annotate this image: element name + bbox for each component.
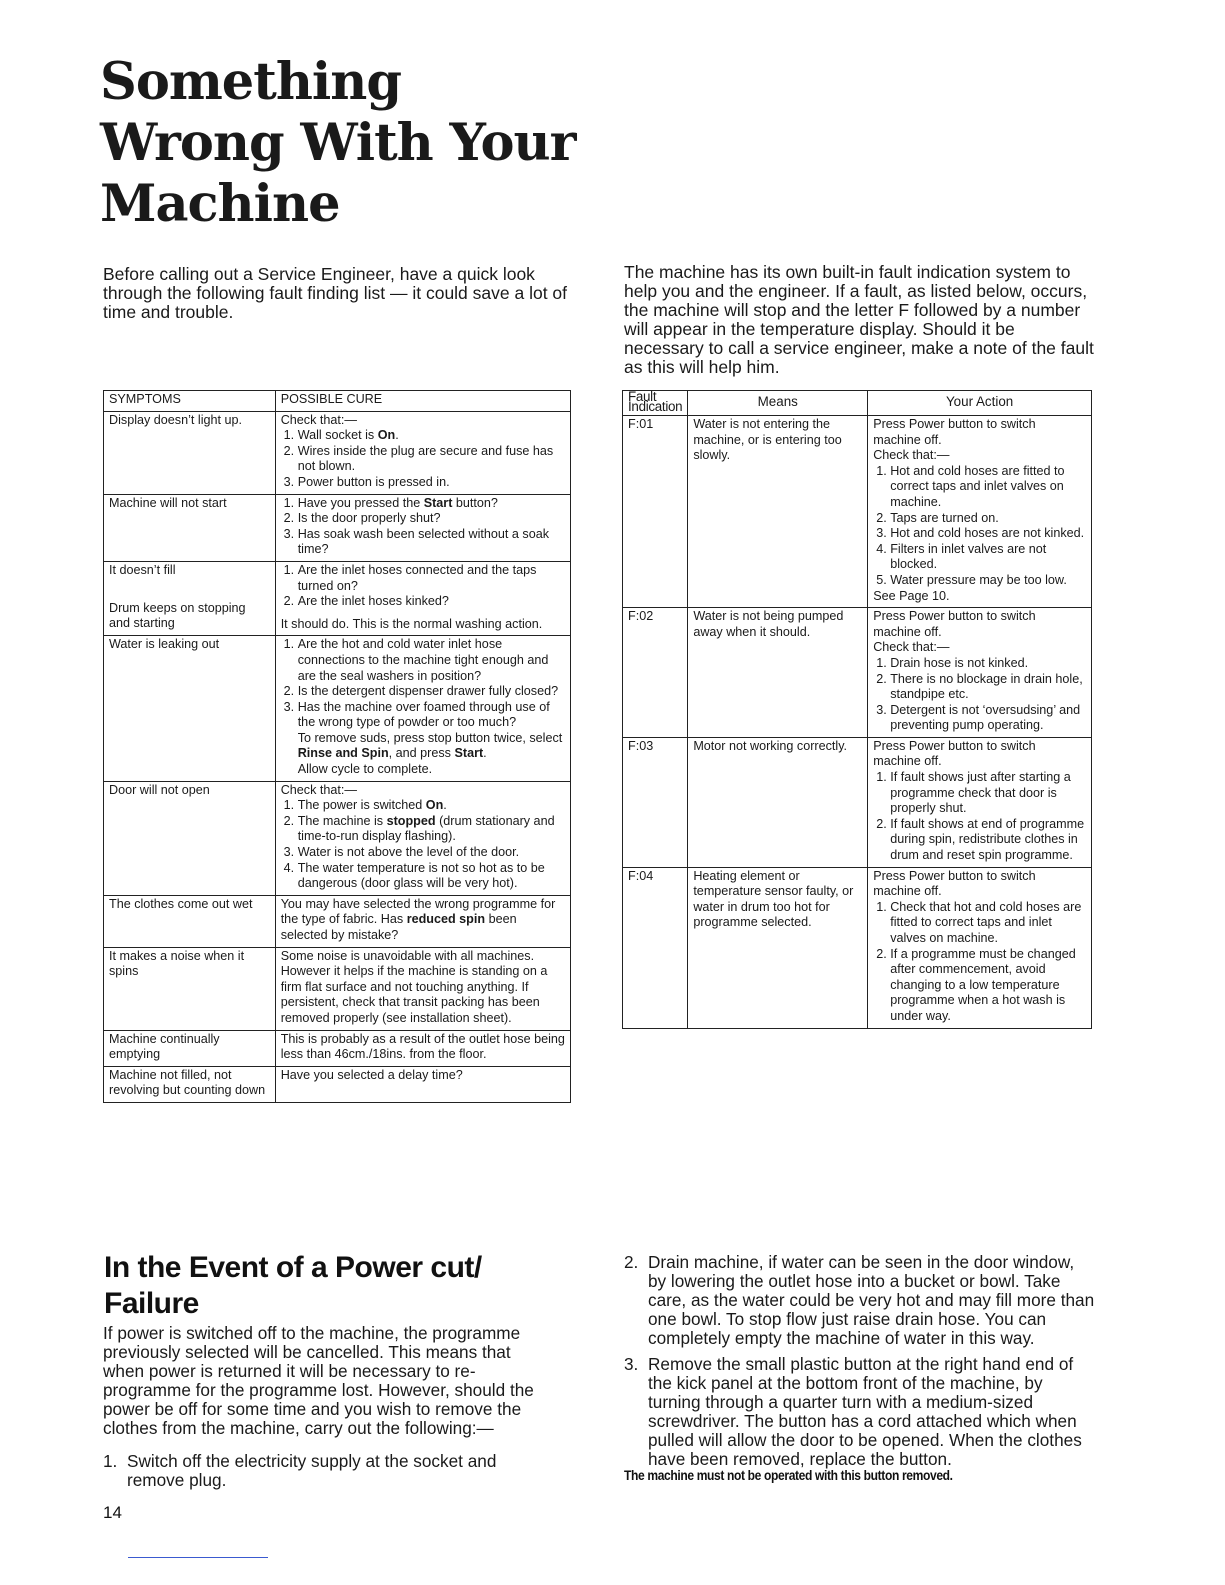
cure-cell <box>275 561 570 635</box>
cure-list <box>281 428 565 490</box>
list-item: 3. Water is not above the level of the door. <box>298 845 565 861</box>
action-header: Your Action <box>868 391 1092 416</box>
fault-action <box>868 608 1092 738</box>
cure-cell <box>275 494 570 561</box>
cycle-instruction: Allow cycle to complete. <box>297 762 433 777</box>
cure-text-2: It should do. This is the normal washing action. <box>280 616 543 631</box>
table-row <box>104 494 571 561</box>
table-row <box>623 416 1092 608</box>
fault-means: Water is not being pumped away when it should. <box>688 608 868 738</box>
cure-list <box>281 637 565 777</box>
fault-means: Heating element or temperature sensor faulty, or water in drum too hot for programme selected. <box>688 867 868 1028</box>
title-line-3: Machine <box>100 174 340 234</box>
cure-cell: You may have selected the wrong programme for the type of fabric. Has reduced spin been selected by mistake? <box>275 895 570 947</box>
list-item: 1. The power is switched On. <box>298 798 565 814</box>
list-item: 2. If a programme must be changed after commencement, avoid changing to a low temperature programme when a hot wash is under way. <box>890 947 1086 1025</box>
step-number: 2. <box>624 1252 639 1272</box>
action-intro: Check that:— <box>873 448 950 463</box>
action-intro: Press Power button to switch machine off. <box>873 417 1036 447</box>
list-item: 4. The water temperature is not so hot as to be dangerous (door glass will be very hot). <box>298 861 565 892</box>
fault-action <box>868 416 1092 608</box>
fault-header-row <box>623 391 1092 416</box>
title-line-2: Wrong With Your <box>100 113 576 173</box>
list-item-text: Has the machine over foamed through use of the wrong type of powder or too much? <box>297 699 550 730</box>
step-text: Remove the small plastic button at the right hand end of the kick panel at the bottom front of the machine, by turning through a quarter turn with a medium-sized screwdriver. The button has a cord attached which when pulled will allow the door to be opened. When the clothes have been removed, replace the button. <box>648 1354 1082 1469</box>
list-item: 1. Are the inlet hoses connected and the taps turned on? <box>298 563 565 594</box>
table-row <box>104 947 571 1030</box>
list-item: 1. If fault shows just after starting a programme check that door is properly shut. <box>890 770 1086 817</box>
list-item: 1. Have you pressed the Start button? <box>298 496 565 512</box>
list-item: 1. Drain hose is not kinked. <box>890 656 1086 672</box>
fault-indication-header: Fault Indication <box>623 391 688 416</box>
cure-list <box>281 798 565 892</box>
symptom-cell <box>104 781 276 895</box>
symptom-cell: The clothes come out wet <box>104 895 276 947</box>
power-cut-heading <box>104 1250 584 1322</box>
symptom-cell: Water is leaking out <box>104 636 276 781</box>
table-row <box>623 608 1092 738</box>
action-list <box>873 464 1086 589</box>
action-intro: Check that:— <box>873 640 950 655</box>
cure-cell: This is probably as a result of the outlet hose being less than 46cm./18ins. from the floor. <box>275 1030 570 1066</box>
step-text: Switch off the electricity supply at the socket and remove plug. <box>127 1451 497 1490</box>
symptom-cell: Machine will not start <box>104 494 276 561</box>
action-intro: Press Power button to switch machine off. <box>873 868 1036 899</box>
list-item: 2. The machine is stopped (drum stationary and time-to-run display flashing). <box>298 814 565 845</box>
power-heading-line-1: In the Event of a Power cut/ <box>104 1251 482 1284</box>
power-steps-left <box>103 1452 553 1497</box>
list-item: 3. Power button is pressed in. <box>298 475 565 491</box>
cure-header: POSSIBLE CURE <box>275 391 570 412</box>
fault-action <box>868 737 1092 867</box>
table-row <box>104 411 571 494</box>
list-item <box>624 1253 1096 1348</box>
symptom-text-2: Drum keeps on stopping and starting <box>109 600 246 631</box>
cure-cell: Some noise is unavoidable with all machines. However it helps if the machine is standing on a firm flat surface and not touching anything. If persistent, check that transit packing has been removed properly (see installation sheet). <box>275 947 570 1030</box>
fault-means: Motor not working correctly. <box>688 737 868 867</box>
symptoms-header: SYMPTOMS <box>104 391 276 412</box>
action-list <box>873 770 1086 864</box>
page-title <box>100 52 620 235</box>
list-item: 2. Are the inlet hoses kinked? <box>298 594 565 610</box>
list-item: 2. Taps are turned on. <box>890 511 1086 527</box>
fault-code: F:03 <box>623 737 688 867</box>
list-item: 1. Wall socket is On. <box>298 428 565 444</box>
cure-cell <box>275 781 570 895</box>
symptoms-table <box>103 390 571 1103</box>
table-row <box>104 636 571 781</box>
list-item: 5. Water pressure may be too low. <box>890 573 1086 589</box>
symptom-cell <box>104 561 276 635</box>
intro-right: The machine has its own built-in fault indication system to help you and the engineer. If a fault, as listed below, occurs, the machine will stop and the letter F followed by a number will appear in the temperature display. Should it be necessary to call a service engineer, make a note of the fault as this will help him. <box>624 262 1094 377</box>
list-item: 1. Are the hot and cold water inlet hose connections to the machine tight enough and are the seal washers in position? <box>298 637 565 684</box>
list-item <box>298 700 565 778</box>
list-item <box>624 1355 1096 1469</box>
list-item: 1. Check that hot and cold hoses are fitted to correct taps and inlet valves on machine. <box>890 900 1086 947</box>
list-item: 3. Hot and cold hoses are not kinked. <box>890 526 1086 542</box>
title-line-1: Something <box>100 52 402 112</box>
step-number: 3. <box>624 1354 639 1374</box>
cure-cell <box>275 636 570 781</box>
table-row <box>104 561 571 635</box>
step-number: 1. <box>103 1451 118 1471</box>
fault-action <box>868 867 1092 1028</box>
symptom-cell: It makes a noise when it spins <box>104 947 276 1030</box>
table-row <box>104 1066 571 1102</box>
page-number: 14 <box>103 1503 122 1522</box>
action-outro: See Page 10. <box>873 588 950 603</box>
list-item: 3. Has soak wash been selected without a soak time? <box>298 527 565 558</box>
list-item <box>103 1452 553 1490</box>
fault-code: F:04 <box>623 867 688 1028</box>
power-steps-right <box>624 1253 1096 1476</box>
symptom-cell: Machine continually emptying <box>104 1030 276 1066</box>
list-item: 2. Is the detergent dispenser drawer fully closed? <box>298 684 565 700</box>
cure-cell: Have you selected a delay time? <box>275 1066 570 1102</box>
symptom-cell: Machine not filled, not revolving but counting down <box>104 1066 276 1102</box>
fault-means: Water is not entering the machine, or is entering too slowly. <box>688 416 868 608</box>
intro-left: Before calling out a Service Engineer, have a quick look through the following fault finding list — it could save a lot of time and trouble. <box>103 264 568 322</box>
fault-code: F:02 <box>623 608 688 738</box>
fault-code: F:01 <box>623 416 688 608</box>
list-item: 2. Is the door properly shut? <box>298 511 565 527</box>
cure-list <box>281 563 565 610</box>
cure-intro: Check that:— <box>280 782 357 797</box>
action-list <box>873 900 1086 1025</box>
footer-rule <box>128 1557 268 1558</box>
means-header: Means <box>688 391 868 416</box>
step-text: Drain machine, if water can be seen in the door window, by lowering the outlet hose into a bucket or bowl. Take care, as the water could be very hot and may fill more than one bowl. To stop flow just raise drain hose. You can completely empty the machine of water in this way. <box>648 1252 1095 1348</box>
action-intro: Press Power button to switch machine off. <box>873 738 1036 769</box>
table-row <box>104 781 571 895</box>
fault-table <box>622 390 1092 1029</box>
symptom-text: It doesn’t fill <box>109 562 176 577</box>
action-intro: Press Power button to switch machine off. <box>873 609 1036 639</box>
list-item: 2. If fault shows at end of programme during spin, redistribute clothes in drum and reset spin programme. <box>890 817 1086 864</box>
warning-note: The machine must not be operated with this button removed. <box>624 1468 953 1483</box>
symptoms-header-row <box>104 391 571 412</box>
list-item: 3. Detergent is not ‘oversudsing’ and preventing pump operating. <box>890 703 1086 734</box>
table-row <box>623 737 1092 867</box>
cure-list <box>281 496 565 558</box>
table-row <box>104 895 571 947</box>
symptom-text: Door will not open <box>109 782 210 797</box>
list-item: 2. There is no blockage in drain hole, standpipe etc. <box>890 672 1086 703</box>
suds-instructions: To remove suds, press stop button twice, select Rinse and Spin, and press Start. <box>297 730 563 761</box>
cure-cell <box>275 411 570 494</box>
list-item: 1. Hot and cold hoses are fitted to correct taps and inlet valves on machine. <box>890 464 1086 511</box>
cure-intro: Check that:— <box>280 412 357 427</box>
power-heading-line-2: Failure <box>104 1287 199 1320</box>
table-row <box>104 1030 571 1066</box>
action-list <box>873 656 1086 734</box>
list-item: 4. Filters in inlet valves are not blocked. <box>890 542 1086 573</box>
list-item: 2. Wires inside the plug are secure and fuse has not blown. <box>298 444 565 475</box>
symptom-cell: Display doesn’t light up. <box>104 411 276 494</box>
power-intro: If power is switched off to the machine, the programme previously selected will be cancelled. This means that when power is returned it will be necessary to re-programme for the programme lost. However, should the power be off for some time and you wish to remove the clothes from the machine, carry out the following:— <box>103 1323 534 1438</box>
table-row <box>623 867 1092 1028</box>
